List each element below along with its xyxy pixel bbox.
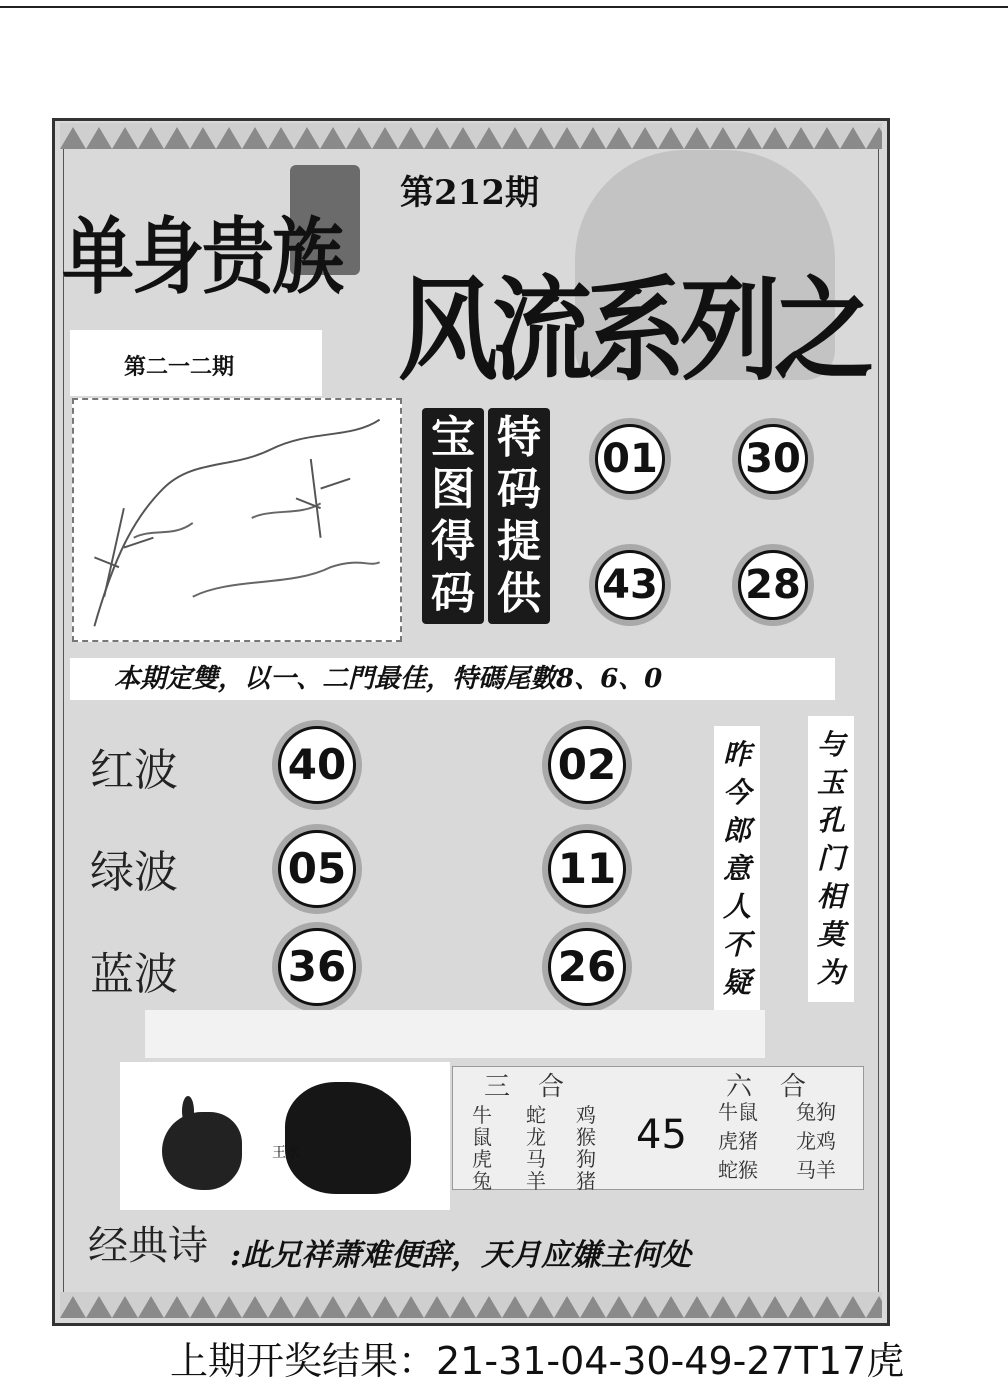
red-wave-ball: 40 [278,726,356,804]
previous-results: 上期开奖结果：21-31-04-30-49-27T17虎 [170,1339,905,1383]
special-number-ball: 43 [595,550,665,620]
series-title: 风流系列之 [398,264,868,396]
classic-poem-text: :此兄祥萧难便辞，天月应嫌主何处 [230,1238,692,1273]
zodiac-column-c: 鸡 猴 狗 猪 [576,1103,596,1193]
treasure-column-2: 特 码 提 供 [488,408,550,624]
red-wave-ball: 02 [548,726,626,804]
zodiac-column-b: 蛇 龙 马 羊 [526,1103,546,1193]
tip-banner: 本期定雙，以一、二門最佳，特碼尾數8、6、0 [70,658,835,700]
green-wave-label: 绿波 [90,847,178,898]
landscape-drawing [72,398,402,642]
red-wave-label: 红波 [90,745,178,796]
blue-wave-ball: 36 [278,928,356,1006]
vertical-verse-left: 昨 今 郎 意 人 不 疑 [714,726,760,1012]
treasure-column-1: 宝 图 得 码 [422,408,484,624]
six-harmony-heading: 六合 [726,1072,835,1102]
three-harmony-heading: 三合 [484,1072,593,1102]
top-ornament-strip [60,123,882,149]
issue-number: 第212期 [400,173,539,213]
blank-bar [145,1010,765,1058]
issue-chinese: 第二一二期 [124,355,235,380]
zodiac-column-a: 牛 鼠 虎 兔 [472,1103,492,1193]
blue-wave-label: 蓝波 [90,949,178,1000]
brand-title: 单身贵族 [62,207,343,305]
blue-wave-ball: 26 [548,928,626,1006]
green-wave-ball: 05 [278,830,356,908]
bottom-ornament-strip [60,1292,882,1318]
top-rule [0,6,1008,8]
vertical-verse-right: 与 玉 孔 门 相 莫 为 [808,716,854,1002]
rabbit-image [162,1112,242,1190]
special-number-ball: 01 [595,424,665,494]
six-harmony-pairs-left: 牛鼠 虎猪 蛇猴 [718,1100,758,1182]
green-wave-ball: 11 [548,830,626,908]
artist-seal: 王水 [272,1145,300,1161]
zodiac-number: 45 [636,1112,687,1158]
special-number-ball: 30 [738,424,808,494]
classic-poem-label: 经典诗 [88,1223,208,1269]
special-number-ball: 28 [738,550,808,620]
six-harmony-pairs-right: 兔狗 龙鸡 马羊 [796,1100,836,1182]
ox-image [285,1082,411,1194]
